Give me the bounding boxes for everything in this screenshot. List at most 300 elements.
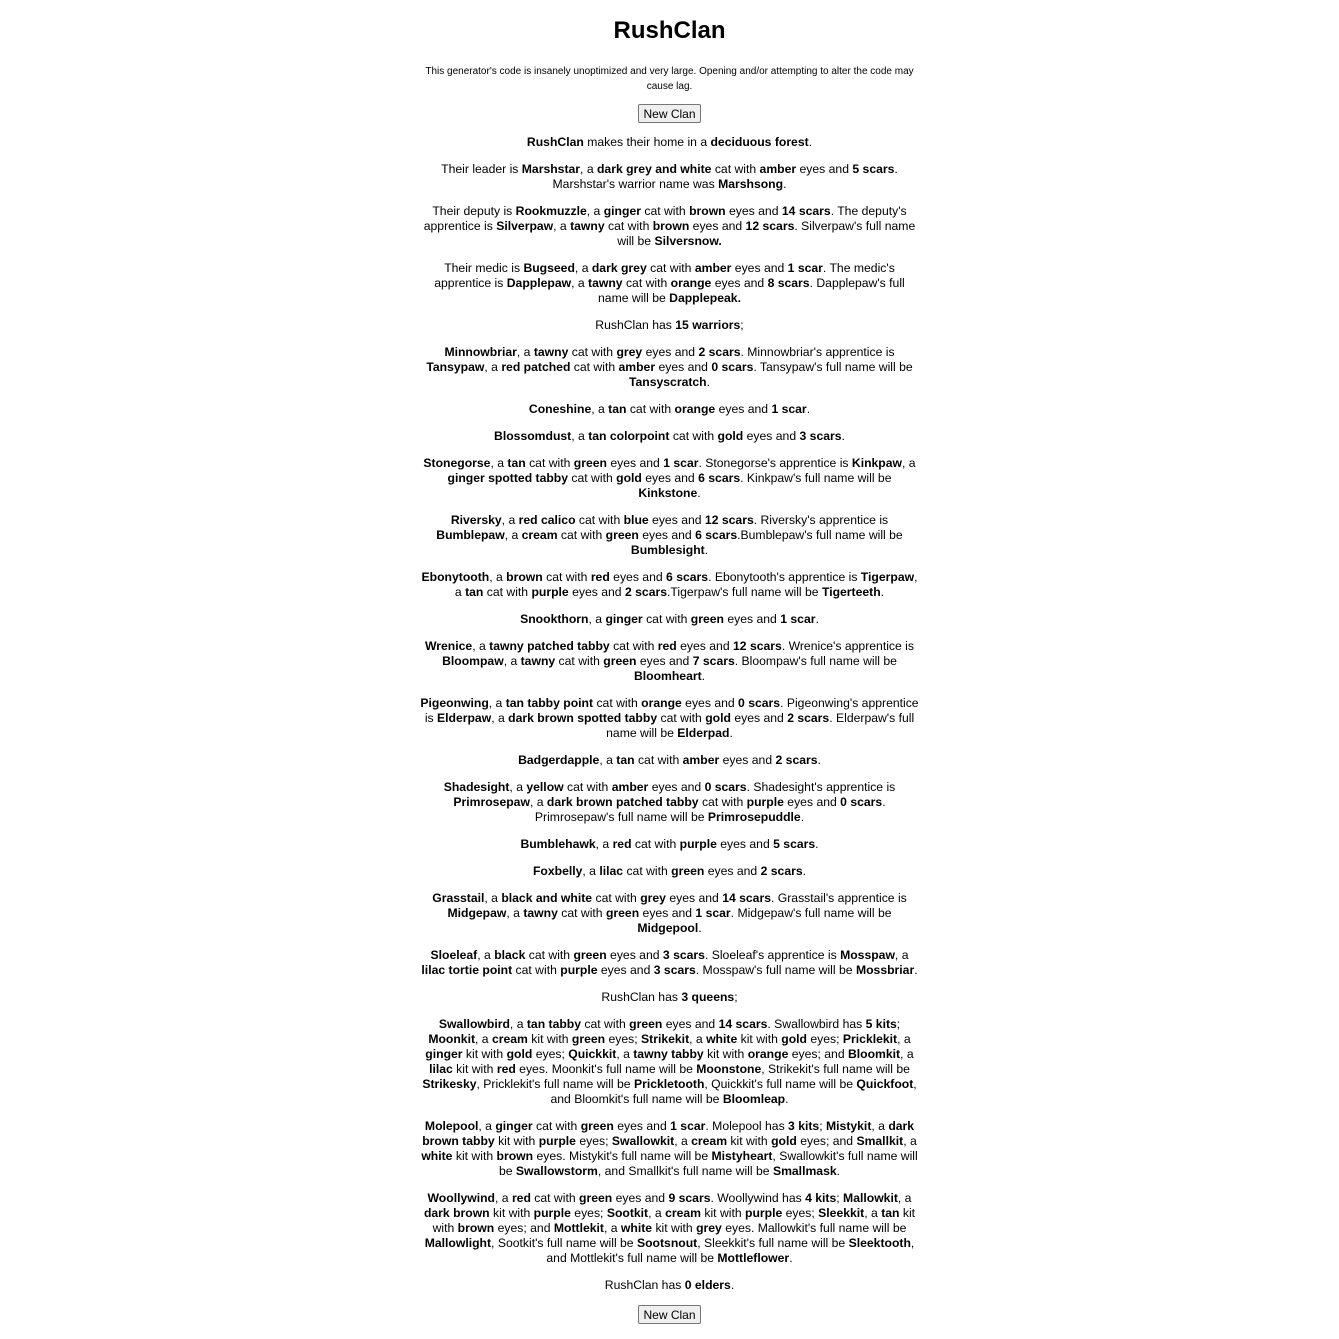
paragraph-text: , a [495, 1191, 512, 1205]
highlight-text: Swallowbird [438, 1017, 510, 1031]
paragraph-text: cat with [609, 639, 658, 653]
paragraph-text: cat with [657, 711, 706, 725]
highlight-text: 3 queens [681, 990, 735, 1004]
highlight-text: white [421, 1149, 453, 1163]
highlight-text: ginger [495, 1119, 533, 1133]
paragraph-text: kit with [452, 1149, 497, 1163]
clan-paragraph [420, 204, 920, 249]
paragraph-text: kit with [432, 1206, 916, 1235]
highlight-text: brown [506, 570, 543, 584]
paragraph-text: , a [582, 864, 600, 878]
highlight-text: 4 kits [805, 1191, 837, 1205]
highlight-text: tawny [570, 219, 605, 233]
paragraph-text: , and Smallkit's full name will be [597, 1164, 773, 1178]
highlight-text: Molepool [424, 1119, 479, 1133]
highlight-text: amber [611, 780, 649, 794]
paragraph-text: eyes and [613, 1119, 671, 1133]
paragraph-text: cat with [634, 753, 683, 767]
highlight-text: orange [641, 696, 682, 710]
paragraph-text: cat with [669, 429, 718, 443]
paragraph-text: . Tansypaw's full name will be [753, 360, 913, 374]
paragraph-text: , Strikekit's full name will be [761, 1062, 910, 1076]
paragraph-text: . Molepool has [705, 1119, 789, 1133]
highlight-text: Rookmuzzle [515, 204, 587, 218]
paragraph-text: . Sloeleaf's apprentice is [704, 948, 841, 962]
paragraph-text: RushClan has [604, 1278, 685, 1292]
highlight-text: 0 elders [684, 1278, 731, 1292]
clan-paragraph [420, 696, 920, 741]
highlight-text: green [690, 612, 724, 626]
highlight-text: 5 scars [773, 837, 816, 851]
highlight-text: orange [674, 402, 716, 416]
highlight-text: tan [881, 1206, 900, 1220]
paragraph-text: kit with [703, 1047, 748, 1061]
paragraph-text: cat with [532, 1119, 581, 1133]
paragraph-text: Their deputy is [432, 204, 516, 218]
paragraph-text: cat with [525, 948, 574, 962]
highlight-text: tawny [533, 345, 569, 359]
highlight-text: 1 scar [670, 1119, 706, 1133]
highlight-text: Marshsong [718, 177, 784, 191]
highlight-text: Kinkpaw [851, 456, 903, 470]
paragraph-text: , a [674, 1134, 692, 1148]
highlight-text: purple [560, 963, 598, 977]
clan-paragraph [420, 1119, 920, 1179]
highlight-text: tan tabby [526, 1017, 582, 1031]
paragraph-text: eyes and [648, 513, 705, 527]
paragraph-text: , Pricklekit's full name will be [476, 1077, 634, 1091]
paragraph-text: cat with [646, 261, 695, 275]
paragraph-text: . [815, 612, 819, 626]
clan-paragraph [420, 345, 920, 390]
paragraph-text: eyes; and [796, 1134, 857, 1148]
paragraph-text: cat with [557, 528, 606, 542]
paragraph-text: eyes and [568, 585, 625, 599]
highlight-text: blue [623, 513, 649, 527]
paragraph-text: eyes and [783, 795, 841, 809]
paragraph-text: cat with [563, 780, 612, 794]
paragraph-text: . Kinkpaw's full name will be [740, 471, 892, 485]
paragraph-text: ; [740, 318, 744, 332]
clan-paragraph [420, 891, 920, 936]
highlight-text: amber [759, 162, 797, 176]
highlight-text: Mallowlight [424, 1236, 492, 1250]
highlight-text: brown [457, 1221, 495, 1235]
clan-paragraph [420, 162, 920, 192]
paragraph-text: eyes. Mallowkit's full name will be [721, 1221, 907, 1235]
highlight-text: 2 scars [624, 585, 667, 599]
paragraph-text: kit with [737, 1032, 782, 1046]
paragraph-text: , and Bloomkit's full name will be [550, 1077, 917, 1106]
clan-paragraph [420, 780, 920, 825]
paragraph-text: eyes and [731, 261, 788, 275]
paragraph-text: , a [580, 162, 597, 176]
highlight-text: yellow [526, 780, 564, 794]
new-clan-button-top[interactable]: New Clan [638, 104, 700, 123]
paragraph-text: eyes and [612, 1191, 669, 1205]
highlight-text: 1 scar [695, 906, 731, 920]
highlight-text: green [573, 948, 607, 962]
highlight-text: deciduous forest [710, 135, 809, 149]
paragraph-text: , a [489, 570, 507, 584]
paragraph-text: , a [595, 837, 613, 851]
highlight-text: lilac [599, 864, 624, 878]
paragraph-text: , a [475, 1032, 492, 1046]
clan-description [420, 135, 920, 1293]
highlight-text: Primrosepuddle [707, 810, 801, 824]
highlight-text: orange [747, 1047, 789, 1061]
highlight-text: dark grey and white [596, 162, 712, 176]
paragraph-text: Their leader is [441, 162, 522, 176]
paragraph-text: . Marshstar's warrior name was [552, 162, 898, 191]
highlight-text: gold [616, 471, 642, 485]
paragraph-text: , a [509, 780, 527, 794]
top-button-wrap [420, 104, 920, 123]
paragraph-text: , a [864, 1206, 882, 1220]
paragraph-text: , a [472, 639, 490, 653]
paragraph-text: , a [477, 948, 495, 962]
paragraph-text: eyes and [606, 456, 664, 470]
highlight-text: 1 scar [663, 456, 699, 470]
paragraph-text: kit with [527, 1032, 572, 1046]
highlight-text: tawny [588, 276, 623, 290]
highlight-text: 0 scars [840, 795, 883, 809]
paragraph-text: , a [902, 456, 916, 470]
paragraph-text: cat with [557, 906, 606, 920]
highlight-text: Elderpad [677, 726, 730, 740]
new-clan-button-bottom[interactable]: New Clan [638, 1305, 700, 1324]
highlight-text: 3 scars [662, 948, 705, 962]
highlight-text: Coneshine [528, 402, 592, 416]
highlight-text: Pricklekit [842, 1032, 898, 1046]
performance-warning: This generator's code is insanely unoptimized and very large. Opening and/or attempting to alter the code may cause lag. [425, 66, 914, 92]
paragraph-text: eyes and [639, 906, 696, 920]
highlight-text: cream [491, 1032, 528, 1046]
highlight-text: Quickfoot [856, 1077, 914, 1091]
paragraph-text: . [841, 429, 845, 443]
highlight-text: 2 scars [760, 864, 803, 878]
highlight-text: purple [533, 1206, 571, 1220]
highlight-text: tan [608, 402, 627, 416]
paragraph-text: , a [900, 1047, 914, 1061]
clan-paragraph [420, 990, 920, 1005]
clan-paragraph [420, 612, 920, 627]
highlight-text: Tansypaw [426, 360, 485, 374]
paragraph-text: . [697, 486, 701, 500]
paragraph-text: , a [501, 513, 519, 527]
highlight-text: red [657, 639, 677, 653]
paragraph-text: eyes and [665, 891, 723, 905]
paragraph-text: kit with [652, 1221, 697, 1235]
highlight-text: green [671, 864, 705, 878]
paragraph-text: . Primrosepaw's full name will be [534, 795, 886, 824]
highlight-text: grey [696, 1221, 722, 1235]
paragraph-text: eyes and [606, 948, 663, 962]
highlight-text: Bloomheart [633, 669, 702, 683]
paragraph-text: . [815, 837, 819, 851]
highlight-text: red [612, 837, 632, 851]
paragraph-text: , a [509, 1017, 527, 1031]
paragraph-text: kit with [489, 1206, 534, 1220]
paragraph-text: kit with [452, 1062, 497, 1076]
highlight-text: 12 scars [704, 513, 754, 527]
highlight-text: dark brown tabby [422, 1119, 915, 1148]
highlight-text: Elderpaw [437, 711, 492, 725]
paragraph-text: eyes; [782, 1206, 819, 1220]
highlight-text: Dapplepaw [506, 276, 572, 290]
paragraph-text: . Minnowbriar's apprentice is [740, 345, 895, 359]
paragraph-text: kit with [727, 1134, 772, 1148]
highlight-text: lilac tortie point [421, 963, 513, 977]
paragraph-text: , and Mottlekit's full name will be [546, 1236, 915, 1265]
paragraph-text: cat with [575, 513, 624, 527]
highlight-text: Wrenice [425, 639, 473, 653]
paragraph-text: . Swallowbird has [767, 1017, 866, 1031]
paragraph-text: eyes; [807, 1032, 843, 1046]
bottom-button-wrap [420, 1305, 920, 1324]
paragraph-text: . [806, 402, 811, 416]
paragraph-text: eyes; [605, 1032, 642, 1046]
paragraph-text: , a [516, 345, 534, 359]
highlight-text: black and white [501, 891, 593, 905]
highlight-text: green [603, 654, 637, 668]
highlight-text: Strikekit [641, 1032, 690, 1046]
paragraph-text: eyes and [662, 1017, 719, 1031]
highlight-text: Strikesky [422, 1077, 477, 1091]
clan-paragraph [420, 948, 920, 978]
highlight-text: orange [670, 276, 712, 290]
paragraph-text: eyes and [641, 471, 699, 485]
highlight-text: 3 scars [653, 963, 696, 977]
clan-paragraph [420, 639, 920, 684]
highlight-text: gold [705, 711, 731, 725]
highlight-text: Bloomleap [722, 1092, 786, 1106]
highlight-text: Ebonytooth [421, 570, 490, 584]
highlight-text: Shadesight [443, 780, 510, 794]
highlight-text: 1 scar [771, 402, 807, 416]
highlight-text: 0 scars [704, 780, 747, 794]
highlight-text: ginger spotted tabby [447, 471, 569, 485]
paragraph-text: eyes; [570, 1206, 607, 1220]
paragraph-text: . [800, 810, 805, 824]
highlight-text: 14 scars [722, 891, 771, 905]
paragraph-text: eyes and [642, 345, 699, 359]
paragraph-text: , Sleekkit's full name will be [697, 1236, 849, 1250]
paragraph-text: cat with [698, 795, 747, 809]
paragraph-text: eyes and [743, 429, 800, 443]
highlight-text: 0 scars [738, 696, 781, 710]
highlight-text: Midgepaw [447, 906, 507, 920]
paragraph-text: makes their home in a [583, 135, 711, 149]
paragraph-text: . [785, 1092, 789, 1106]
highlight-text: brown [652, 219, 690, 233]
paragraph-text: , a [484, 891, 502, 905]
highlight-text: ginger [605, 612, 643, 626]
clan-paragraph [420, 513, 920, 558]
paragraph-text: eyes and [715, 402, 772, 416]
clan-paragraph [420, 135, 920, 150]
paragraph-text: , a [488, 696, 506, 710]
highlight-text: brown [496, 1149, 534, 1163]
highlight-text: Sootkit [606, 1206, 649, 1220]
highlight-text: Blossomdust [494, 429, 572, 443]
highlight-text: Mossbriar [855, 963, 915, 977]
highlight-text: green [605, 528, 639, 542]
paragraph-text: . Elderpaw's full name will be [606, 711, 915, 740]
highlight-text: Stonegorse [423, 456, 491, 470]
highlight-text: amber [694, 261, 732, 275]
highlight-text: 9 scars [668, 1191, 711, 1205]
paragraph-text: , a [871, 1119, 889, 1133]
highlight-text: Woollywind [427, 1191, 495, 1205]
paragraph-text: eyes and [681, 696, 739, 710]
highlight-text: tan colorpoint [588, 429, 670, 443]
clan-paragraph [420, 1191, 920, 1266]
clan-paragraph [420, 456, 920, 501]
paragraph-text: eyes and [655, 360, 712, 374]
highlight-text: tawny [523, 906, 558, 920]
highlight-text: gold [781, 1032, 807, 1046]
paragraph-text: . [783, 177, 787, 191]
paragraph-text: , a [897, 1191, 912, 1205]
highlight-text: white [706, 1032, 738, 1046]
paragraph-text: cat with [568, 345, 617, 359]
highlight-text: Smallmask [772, 1164, 837, 1178]
clan-paragraph [420, 429, 920, 444]
highlight-text: tan [616, 753, 635, 767]
paragraph-text: eyes and [676, 639, 733, 653]
highlight-text: Tigerpaw [860, 570, 915, 584]
paragraph-text: , a [574, 261, 592, 275]
paragraph-text: kit with [700, 1206, 746, 1220]
highlight-text: lilac [429, 1062, 453, 1076]
paragraph-text: cat with [592, 891, 641, 905]
highlight-text: red [496, 1062, 516, 1076]
paragraph-text: eyes and [638, 528, 696, 542]
highlight-text: 14 scars [718, 1017, 768, 1031]
paragraph-text: . The medic's apprentice is [434, 261, 895, 290]
highlight-text: Riversky [450, 513, 502, 527]
highlight-text: green [571, 1032, 606, 1046]
clan-paragraph [420, 753, 920, 768]
paragraph-text: eyes and [725, 204, 782, 218]
paragraph-text: cat with [555, 654, 604, 668]
paragraph-text: . Wrenice's apprentice is [781, 639, 914, 653]
highlight-text: 5 kits [865, 1017, 897, 1031]
highlight-text: green [580, 1119, 614, 1133]
paragraph-text: cat with [623, 864, 672, 878]
highlight-text: purple [745, 1206, 783, 1220]
highlight-text: 6 scars [698, 471, 741, 485]
highlight-text: 5 scars [852, 162, 895, 176]
paragraph-text: , a [588, 612, 606, 626]
paragraph-text: ; [836, 1191, 844, 1205]
highlight-text: Bloomkit [847, 1047, 901, 1061]
highlight-text: white [620, 1221, 653, 1235]
highlight-text: cream [691, 1134, 728, 1148]
highlight-text: 6 scars [695, 528, 738, 542]
highlight-text: Silversnow. [654, 234, 722, 248]
paragraph-text: . Shadesight's apprentice is [746, 780, 896, 794]
paragraph-text: eyes and [716, 837, 774, 851]
paragraph-text: . Mosspaw's full name will be [695, 963, 856, 977]
paragraph-text: cat with [525, 456, 574, 470]
highlight-text: Pigeonwing [420, 696, 489, 710]
paragraph-text: . Grasstail's apprentice is [771, 891, 907, 905]
paragraph-text: . Bloompaw's full name will be [734, 654, 897, 668]
paragraph-text: eyes; and [494, 1221, 554, 1235]
highlight-text: green [573, 456, 607, 470]
highlight-text: purple [746, 795, 784, 809]
paragraph-text: ; [896, 1017, 901, 1031]
paragraph-text: cat with [640, 204, 690, 218]
highlight-text: tawny [520, 654, 556, 668]
paragraph-text: .Bumblepaw's full name will be [737, 528, 903, 542]
highlight-text: dark brown patched tabby [546, 795, 699, 809]
highlight-text: grey [640, 891, 666, 905]
highlight-text: brown [689, 204, 726, 218]
paragraph-text: eyes and [609, 570, 667, 584]
highlight-text: 1 scar [780, 612, 816, 626]
highlight-text: Bumblesight [630, 543, 705, 557]
highlight-text: Badgerdapple [518, 753, 600, 767]
paragraph-text: . [789, 1251, 793, 1265]
highlight-text: Moonstone [696, 1062, 762, 1076]
paragraph-text: , a [894, 948, 909, 962]
paragraph-text: eyes. Mistykit's full name will be [533, 1149, 712, 1163]
highlight-text: Bumblehawk [520, 837, 596, 851]
highlight-text: green [629, 1017, 663, 1031]
highlight-text: gold [506, 1047, 533, 1061]
paragraph-text: . Dapplepaw's full name will be [598, 276, 905, 305]
highlight-text: Bloompaw [442, 654, 504, 668]
highlight-text: Sootsnout [636, 1236, 698, 1250]
paragraph-text: eyes; and [788, 1047, 848, 1061]
paragraph-text: RushClan has [601, 990, 682, 1004]
highlight-text: tan [465, 585, 484, 599]
paragraph-text: , a [648, 1206, 666, 1220]
paragraph-text: . [914, 963, 918, 977]
paragraph-text: cat with [593, 696, 642, 710]
highlight-text: ginger [425, 1047, 463, 1061]
paragraph-text: cat with [483, 585, 532, 599]
highlight-text: Tansyscratch [628, 375, 707, 389]
highlight-text: tan [507, 456, 526, 470]
highlight-text: 14 scars [781, 204, 831, 218]
paragraph-text: , a [504, 528, 522, 542]
highlight-text: purple [531, 585, 569, 599]
clan-paragraph [420, 1278, 920, 1293]
highlight-text: Sleekkit [818, 1206, 865, 1220]
paragraph-text: eyes and [689, 219, 746, 233]
paragraph-text: , a [484, 360, 502, 374]
highlight-text: 1 scar [787, 261, 823, 275]
highlight-text: red calico [518, 513, 576, 527]
highlight-text: tan tabby point [505, 696, 594, 710]
paragraph-text: cat with [542, 570, 591, 584]
paragraph-text: RushClan has [595, 318, 676, 332]
paragraph-text: . The deputy's apprentice is [423, 204, 907, 233]
paragraph-text: . [698, 921, 702, 935]
highlight-text: 6 scars [666, 570, 709, 584]
highlight-text: Tigerteeth [821, 585, 881, 599]
highlight-text: Primrosepaw [453, 795, 530, 809]
paragraph-text: . Silverpaw's full name will be [617, 219, 916, 248]
clan-paragraph [420, 402, 920, 417]
highlight-text: Midgepool [637, 921, 699, 935]
paragraph-text: . Pigeonwing's apprentice is [424, 696, 919, 725]
highlight-text: 12 scars [733, 639, 782, 653]
